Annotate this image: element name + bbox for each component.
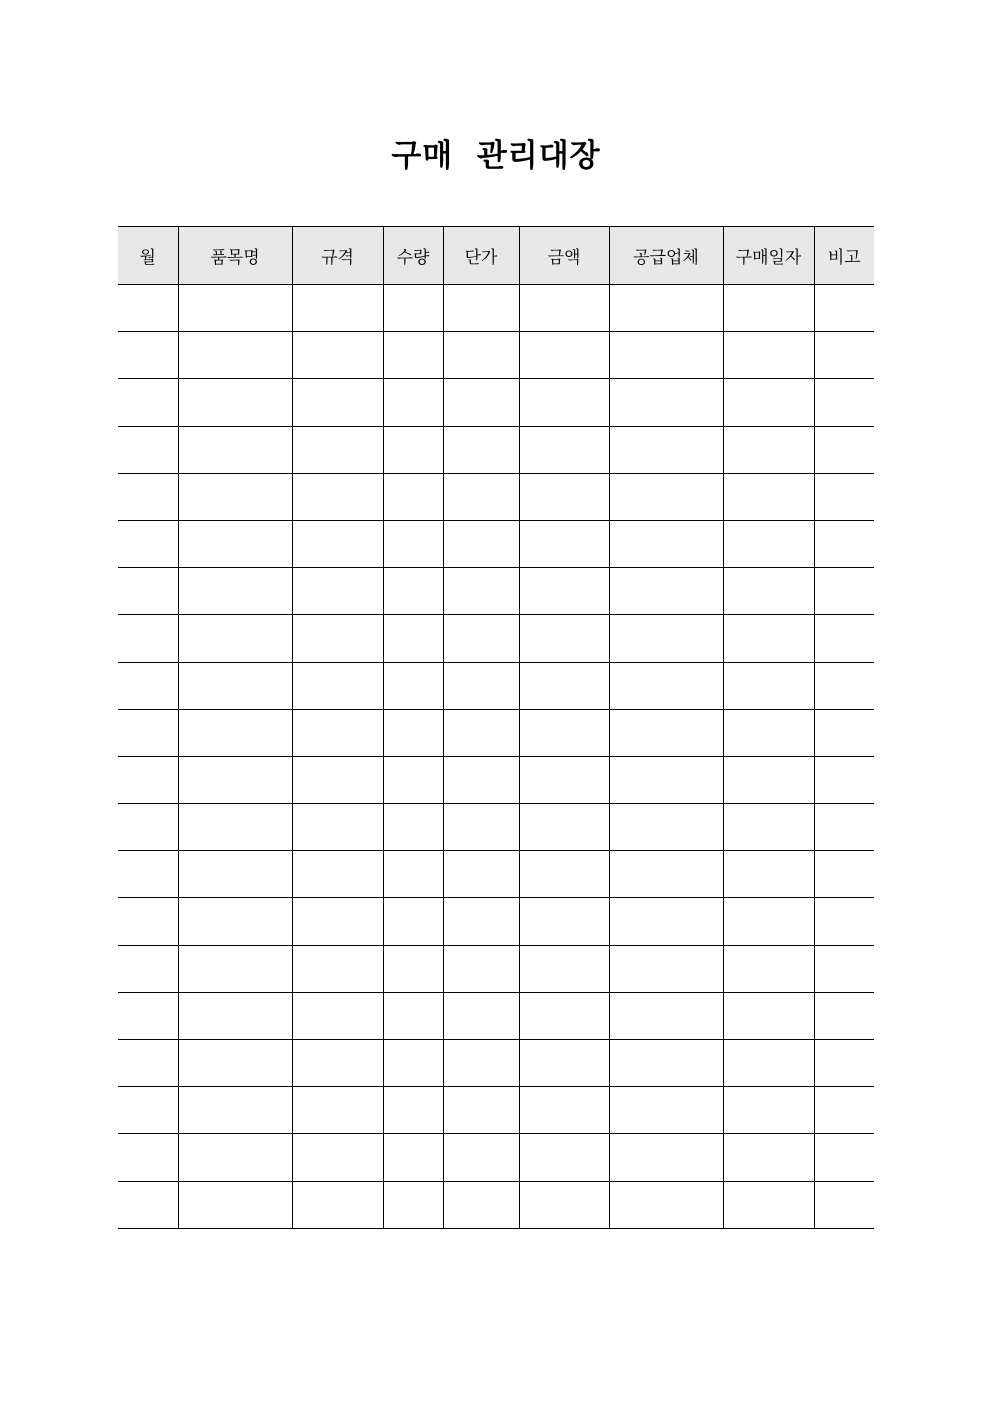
purchase-date-cell[interactable]: [723, 851, 814, 898]
table-row: [118, 379, 874, 426]
purchase-date-cell[interactable]: [723, 1087, 814, 1134]
quantity-cell[interactable]: [383, 426, 443, 473]
table-row: [118, 945, 874, 992]
table-row: [118, 285, 874, 332]
document-title: 구매 관리대장: [391, 138, 601, 174]
spec-cell[interactable]: [292, 898, 383, 945]
supplier-cell[interactable]: [609, 426, 723, 473]
remarks-cell[interactable]: [814, 520, 874, 567]
remarks-cell[interactable]: [814, 992, 874, 1039]
quantity-cell[interactable]: [383, 756, 443, 803]
unit-price-cell[interactable]: [443, 1040, 519, 1087]
unit-price-cell[interactable]: [443, 851, 519, 898]
quantity-cell[interactable]: [383, 615, 443, 662]
quantity-cell[interactable]: [383, 1040, 443, 1087]
amount-cell[interactable]: [519, 804, 609, 851]
table-row: [118, 426, 874, 473]
supplier-cell[interactable]: [609, 851, 723, 898]
supplier-cell[interactable]: [609, 992, 723, 1039]
table-row: [118, 756, 874, 803]
amount-cell[interactable]: [519, 520, 609, 567]
quantity-cell[interactable]: [383, 898, 443, 945]
table-row: [118, 1087, 874, 1134]
unit-price-cell[interactable]: [443, 898, 519, 945]
table-body: [118, 285, 874, 1229]
unit-price-cell[interactable]: [443, 992, 519, 1039]
item-name-cell[interactable]: [178, 473, 292, 520]
purchase-date-cell[interactable]: [723, 1134, 814, 1181]
amount-cell[interactable]: [519, 568, 609, 615]
month-cell[interactable]: [118, 473, 178, 520]
purchase-date-cell[interactable]: [723, 945, 814, 992]
table-row: [118, 709, 874, 756]
purchase-date-cell[interactable]: [723, 992, 814, 1039]
amount-cell[interactable]: [519, 662, 609, 709]
spec-cell[interactable]: [292, 520, 383, 567]
item-name-cell[interactable]: [178, 332, 292, 379]
month-cell[interactable]: [118, 379, 178, 426]
month-cell[interactable]: [118, 709, 178, 756]
remarks-cell[interactable]: [814, 709, 874, 756]
column-header-item-name: 품목명: [178, 227, 292, 285]
item-name-cell[interactable]: [178, 1087, 292, 1134]
supplier-cell[interactable]: [609, 520, 723, 567]
item-name-cell[interactable]: [178, 1040, 292, 1087]
quantity-cell[interactable]: [383, 1181, 443, 1228]
supplier-cell[interactable]: [609, 332, 723, 379]
unit-price-cell[interactable]: [443, 1134, 519, 1181]
remarks-cell[interactable]: [814, 756, 874, 803]
month-cell[interactable]: [118, 615, 178, 662]
column-header-month: 월: [118, 227, 178, 285]
quantity-cell[interactable]: [383, 568, 443, 615]
month-cell[interactable]: [118, 285, 178, 332]
supplier-cell[interactable]: [609, 568, 723, 615]
item-name-cell[interactable]: [178, 568, 292, 615]
supplier-cell[interactable]: [609, 1040, 723, 1087]
spec-cell[interactable]: [292, 851, 383, 898]
month-cell[interactable]: [118, 426, 178, 473]
supplier-cell[interactable]: [609, 804, 723, 851]
quantity-cell[interactable]: [383, 945, 443, 992]
amount-cell[interactable]: [519, 851, 609, 898]
table-row: [118, 1040, 874, 1087]
month-cell[interactable]: [118, 1087, 178, 1134]
amount-cell[interactable]: [519, 332, 609, 379]
supplier-cell[interactable]: [609, 473, 723, 520]
table-row: [118, 1134, 874, 1181]
month-cell[interactable]: [118, 804, 178, 851]
spec-cell[interactable]: [292, 473, 383, 520]
column-header-purchase-date: 구매일자: [723, 227, 814, 285]
purchase-date-cell[interactable]: [723, 756, 814, 803]
column-header-amount: 금액: [519, 227, 609, 285]
amount-cell[interactable]: [519, 285, 609, 332]
item-name-cell[interactable]: [178, 379, 292, 426]
unit-price-cell[interactable]: [443, 568, 519, 615]
purchase-date-cell[interactable]: [723, 1040, 814, 1087]
month-cell[interactable]: [118, 1134, 178, 1181]
supplier-cell[interactable]: [609, 709, 723, 756]
amount-cell[interactable]: [519, 945, 609, 992]
remarks-cell[interactable]: [814, 1087, 874, 1134]
remarks-cell[interactable]: [814, 945, 874, 992]
supplier-cell[interactable]: [609, 945, 723, 992]
table-row: [118, 804, 874, 851]
column-header-supplier: 공급업체: [609, 227, 723, 285]
remarks-cell[interactable]: [814, 473, 874, 520]
purchase-date-cell[interactable]: [723, 285, 814, 332]
purchase-date-cell[interactable]: [723, 898, 814, 945]
table-row: [118, 332, 874, 379]
amount-cell[interactable]: [519, 426, 609, 473]
supplier-cell[interactable]: [609, 285, 723, 332]
purchase-date-cell[interactable]: [723, 662, 814, 709]
month-cell[interactable]: [118, 1181, 178, 1228]
quantity-cell[interactable]: [383, 285, 443, 332]
unit-price-cell[interactable]: [443, 285, 519, 332]
purchase-date-cell[interactable]: [723, 709, 814, 756]
purchase-date-cell[interactable]: [723, 615, 814, 662]
purchase-date-cell[interactable]: [723, 1181, 814, 1228]
unit-price-cell[interactable]: [443, 332, 519, 379]
table-row: [118, 1181, 874, 1228]
remarks-cell[interactable]: [814, 568, 874, 615]
month-cell[interactable]: [118, 332, 178, 379]
purchase-ledger-table: [118, 226, 874, 1229]
remarks-cell[interactable]: [814, 615, 874, 662]
amount-cell[interactable]: [519, 1040, 609, 1087]
item-name-cell[interactable]: [178, 615, 292, 662]
quantity-cell[interactable]: [383, 332, 443, 379]
spec-cell[interactable]: [292, 426, 383, 473]
column-header-remarks: 비고: [814, 227, 874, 285]
purchase-date-cell[interactable]: [723, 473, 814, 520]
unit-price-cell[interactable]: [443, 1087, 519, 1134]
quantity-cell[interactable]: [383, 1134, 443, 1181]
amount-cell[interactable]: [519, 615, 609, 662]
column-header-quantity: 수량: [383, 227, 443, 285]
remarks-cell[interactable]: [814, 851, 874, 898]
unit-price-cell[interactable]: [443, 473, 519, 520]
spec-cell[interactable]: [292, 1087, 383, 1134]
table-row: [118, 851, 874, 898]
table-row: [118, 520, 874, 567]
spec-cell[interactable]: [292, 568, 383, 615]
item-name-cell[interactable]: [178, 285, 292, 332]
remarks-cell[interactable]: [814, 1181, 874, 1228]
month-cell[interactable]: [118, 568, 178, 615]
spec-cell[interactable]: [292, 945, 383, 992]
table-row: [118, 568, 874, 615]
amount-cell[interactable]: [519, 756, 609, 803]
item-name-cell[interactable]: [178, 709, 292, 756]
table-row: [118, 473, 874, 520]
column-header-unit-price: 단가: [443, 227, 519, 285]
item-name-cell[interactable]: [178, 898, 292, 945]
spec-cell[interactable]: [292, 804, 383, 851]
remarks-cell[interactable]: [814, 662, 874, 709]
amount-cell[interactable]: [519, 709, 609, 756]
month-cell[interactable]: [118, 662, 178, 709]
month-cell[interactable]: [118, 1040, 178, 1087]
remarks-cell[interactable]: [814, 898, 874, 945]
unit-price-cell[interactable]: [443, 945, 519, 992]
item-name-cell[interactable]: [178, 756, 292, 803]
table-row: [118, 898, 874, 945]
remarks-cell[interactable]: [814, 285, 874, 332]
unit-price-cell[interactable]: [443, 804, 519, 851]
quantity-cell[interactable]: [383, 662, 443, 709]
remarks-cell[interactable]: [814, 332, 874, 379]
column-header-spec: 규격: [292, 227, 383, 285]
remarks-cell[interactable]: [814, 804, 874, 851]
purchase-date-cell[interactable]: [723, 426, 814, 473]
remarks-cell[interactable]: [814, 1134, 874, 1181]
table-row: [118, 615, 874, 662]
spec-cell[interactable]: [292, 756, 383, 803]
amount-cell[interactable]: [519, 1087, 609, 1134]
unit-price-cell[interactable]: [443, 379, 519, 426]
quantity-cell[interactable]: [383, 379, 443, 426]
supplier-cell[interactable]: [609, 756, 723, 803]
item-name-cell[interactable]: [178, 945, 292, 992]
month-cell[interactable]: [118, 945, 178, 992]
purchase-date-cell[interactable]: [723, 568, 814, 615]
spec-cell[interactable]: [292, 285, 383, 332]
item-name-cell[interactable]: [178, 1181, 292, 1228]
amount-cell[interactable]: [519, 1134, 609, 1181]
purchase-date-cell[interactable]: [723, 804, 814, 851]
unit-price-cell[interactable]: [443, 1181, 519, 1228]
spec-cell[interactable]: [292, 379, 383, 426]
spec-cell[interactable]: [292, 1040, 383, 1087]
quantity-cell[interactable]: [383, 851, 443, 898]
quantity-cell[interactable]: [383, 709, 443, 756]
spec-cell[interactable]: [292, 662, 383, 709]
item-name-cell[interactable]: [178, 520, 292, 567]
month-cell[interactable]: [118, 992, 178, 1039]
supplier-cell[interactable]: [609, 1181, 723, 1228]
supplier-cell[interactable]: [609, 1087, 723, 1134]
remarks-cell[interactable]: [814, 1040, 874, 1087]
spec-cell[interactable]: [292, 1181, 383, 1228]
remarks-cell[interactable]: [814, 379, 874, 426]
table-row: [118, 662, 874, 709]
quantity-cell[interactable]: [383, 473, 443, 520]
spec-cell[interactable]: [292, 332, 383, 379]
supplier-cell[interactable]: [609, 1134, 723, 1181]
amount-cell[interactable]: [519, 379, 609, 426]
month-cell[interactable]: [118, 756, 178, 803]
item-name-cell[interactable]: [178, 1134, 292, 1181]
supplier-cell[interactable]: [609, 898, 723, 945]
purchase-date-cell[interactable]: [723, 332, 814, 379]
table-row: [118, 992, 874, 1039]
purchase-date-cell[interactable]: [723, 520, 814, 567]
unit-price-cell[interactable]: [443, 615, 519, 662]
item-name-cell[interactable]: [178, 662, 292, 709]
spec-cell[interactable]: [292, 1134, 383, 1181]
item-name-cell[interactable]: [178, 426, 292, 473]
month-cell[interactable]: [118, 851, 178, 898]
unit-price-cell[interactable]: [443, 520, 519, 567]
supplier-cell[interactable]: [609, 379, 723, 426]
quantity-cell[interactable]: [383, 804, 443, 851]
remarks-cell[interactable]: [814, 426, 874, 473]
amount-cell[interactable]: [519, 898, 609, 945]
unit-price-cell[interactable]: [443, 662, 519, 709]
table-header-row: [118, 227, 874, 285]
item-name-cell[interactable]: [178, 804, 292, 851]
spec-cell[interactable]: [292, 992, 383, 1039]
amount-cell[interactable]: [519, 1181, 609, 1228]
item-name-cell[interactable]: [178, 851, 292, 898]
quantity-cell[interactable]: [383, 520, 443, 567]
month-cell[interactable]: [118, 898, 178, 945]
spec-cell[interactable]: [292, 709, 383, 756]
quantity-cell[interactable]: [383, 1087, 443, 1134]
month-cell[interactable]: [118, 520, 178, 567]
unit-price-cell[interactable]: [443, 756, 519, 803]
amount-cell[interactable]: [519, 992, 609, 1039]
spec-cell[interactable]: [292, 615, 383, 662]
supplier-cell[interactable]: [609, 662, 723, 709]
unit-price-cell[interactable]: [443, 426, 519, 473]
purchase-date-cell[interactable]: [723, 379, 814, 426]
amount-cell[interactable]: [519, 473, 609, 520]
unit-price-cell[interactable]: [443, 709, 519, 756]
supplier-cell[interactable]: [609, 615, 723, 662]
quantity-cell[interactable]: [383, 992, 443, 1039]
item-name-cell[interactable]: [178, 992, 292, 1039]
